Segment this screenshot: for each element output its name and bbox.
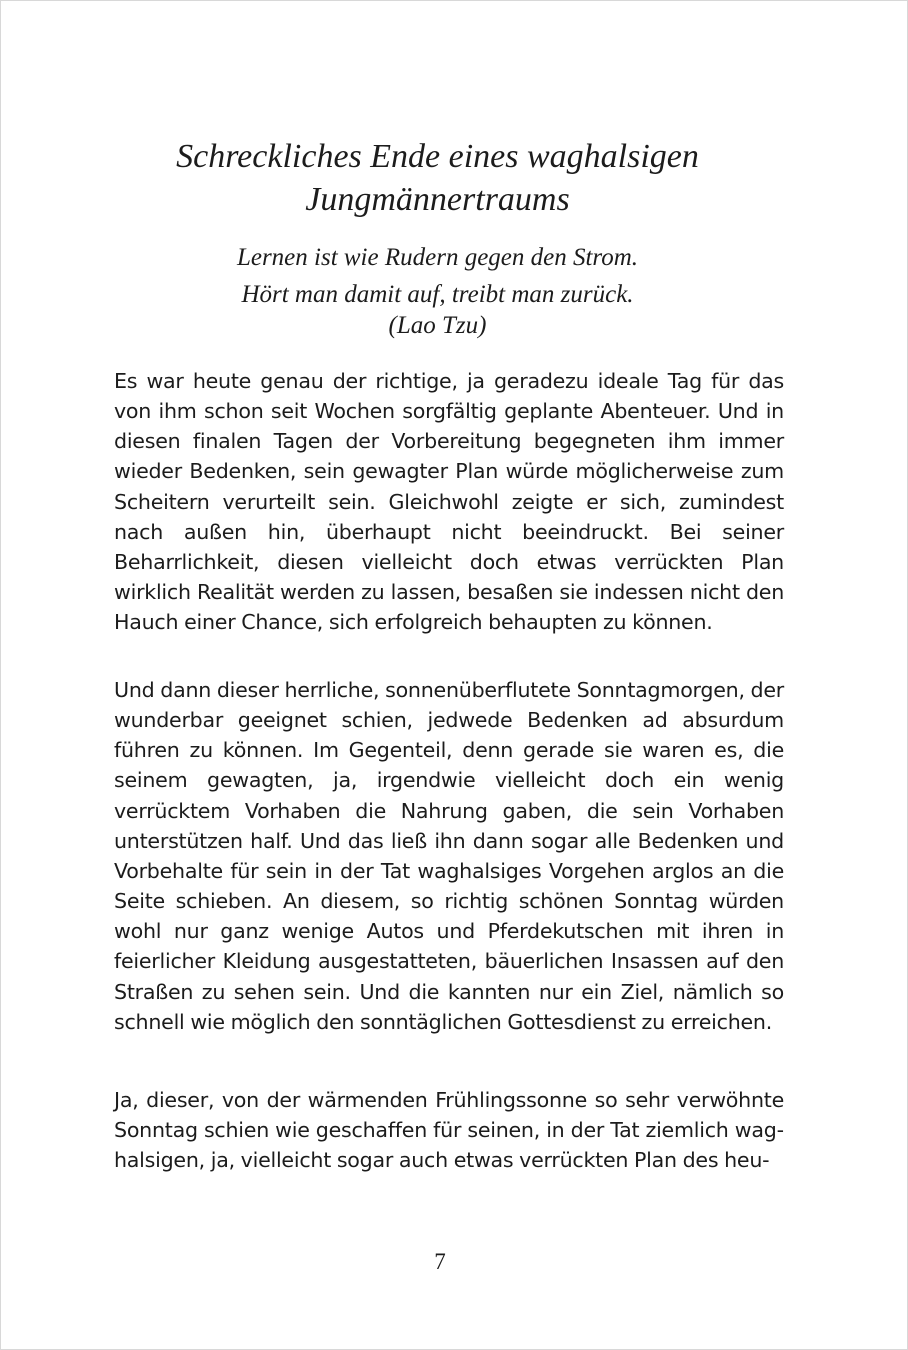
body-paragraph-2: Und dann dieser herrliche, sonnenüberflutete Sonntagmorgen, der wunderbar geeignet schien, jedwede Bedenken ad absurdum führen zu können. Im Gegenteil, denn gerade sie waren es, die seinem gewagten, ja, irgendwie vielleicht doch ein wenig verrücktem Vorhaben die Nahrung gaben, die sein Vorhaben unterstützen half. Und das ließ ihn dann sogar alle Bedenken und Vorbehalte für sein in der Tat waghalsiges Vorgehen arglos an die Seite schieben. An diesem, so richtig schönen Sonntag würden wohl nur ganz wenige Autos und Pferdekutschen mit ihren in feierlicher Kleidung ausgestatteten, bäuerlichen Insassen auf den Straßen zu sehen sein. Und die kannten nur ein Ziel, nämlich so schnell wie möglich den sonntäglichen Gottesdienst zu erreichen. bbox=[114, 678, 784, 1034]
chapter-title-line-1: Schreckliches Ende eines waghalsigen bbox=[176, 138, 699, 175]
chapter-title-line-2: Jungmännertraums bbox=[305, 181, 570, 218]
epigraph-attribution: (Lao Tzu) bbox=[388, 312, 487, 339]
page-number: 7 bbox=[434, 1249, 446, 1274]
body-paragraph-1: Es war heute genau der richtige, ja geradezu ideale Tag für das von ihm schon seit Wochen sorgfältig geplante Abenteuer. Und in diesen finalen Tagen der Vorbereitung begegneten ihm immer wieder Bedenken, sein gewagter Plan würde möglicherweise zum Scheitern verurteilt sein. Gleichwohl zeigte er sich, zumindest nach außen hin, überhaupt nicht beeindruckt. Bei seiner Beharrlichkeit, diesen vielleicht doch etwas verrückten Plan wirklich Realität werden zu lassen, besaßen sie indessen nicht den Hauch einer Chance, sich erfolgreich behaupten zu können. bbox=[114, 369, 784, 635]
body-paragraph-3: Ja, dieser, von der wärmenden Frühlingssonne so sehr verwöhnte Sonntag schien wie geschaffen für seinen, in der Tat ziemlich waghalsigen, ja, vielleicht sogar auch etwas verrückten Plan des heu- bbox=[114, 1088, 784, 1173]
epigraph-line-2: Hört man damit auf, treibt man zurück. bbox=[241, 281, 634, 308]
epigraph-line-1: Lernen ist wie Rudern gegen den Strom. bbox=[236, 244, 639, 271]
